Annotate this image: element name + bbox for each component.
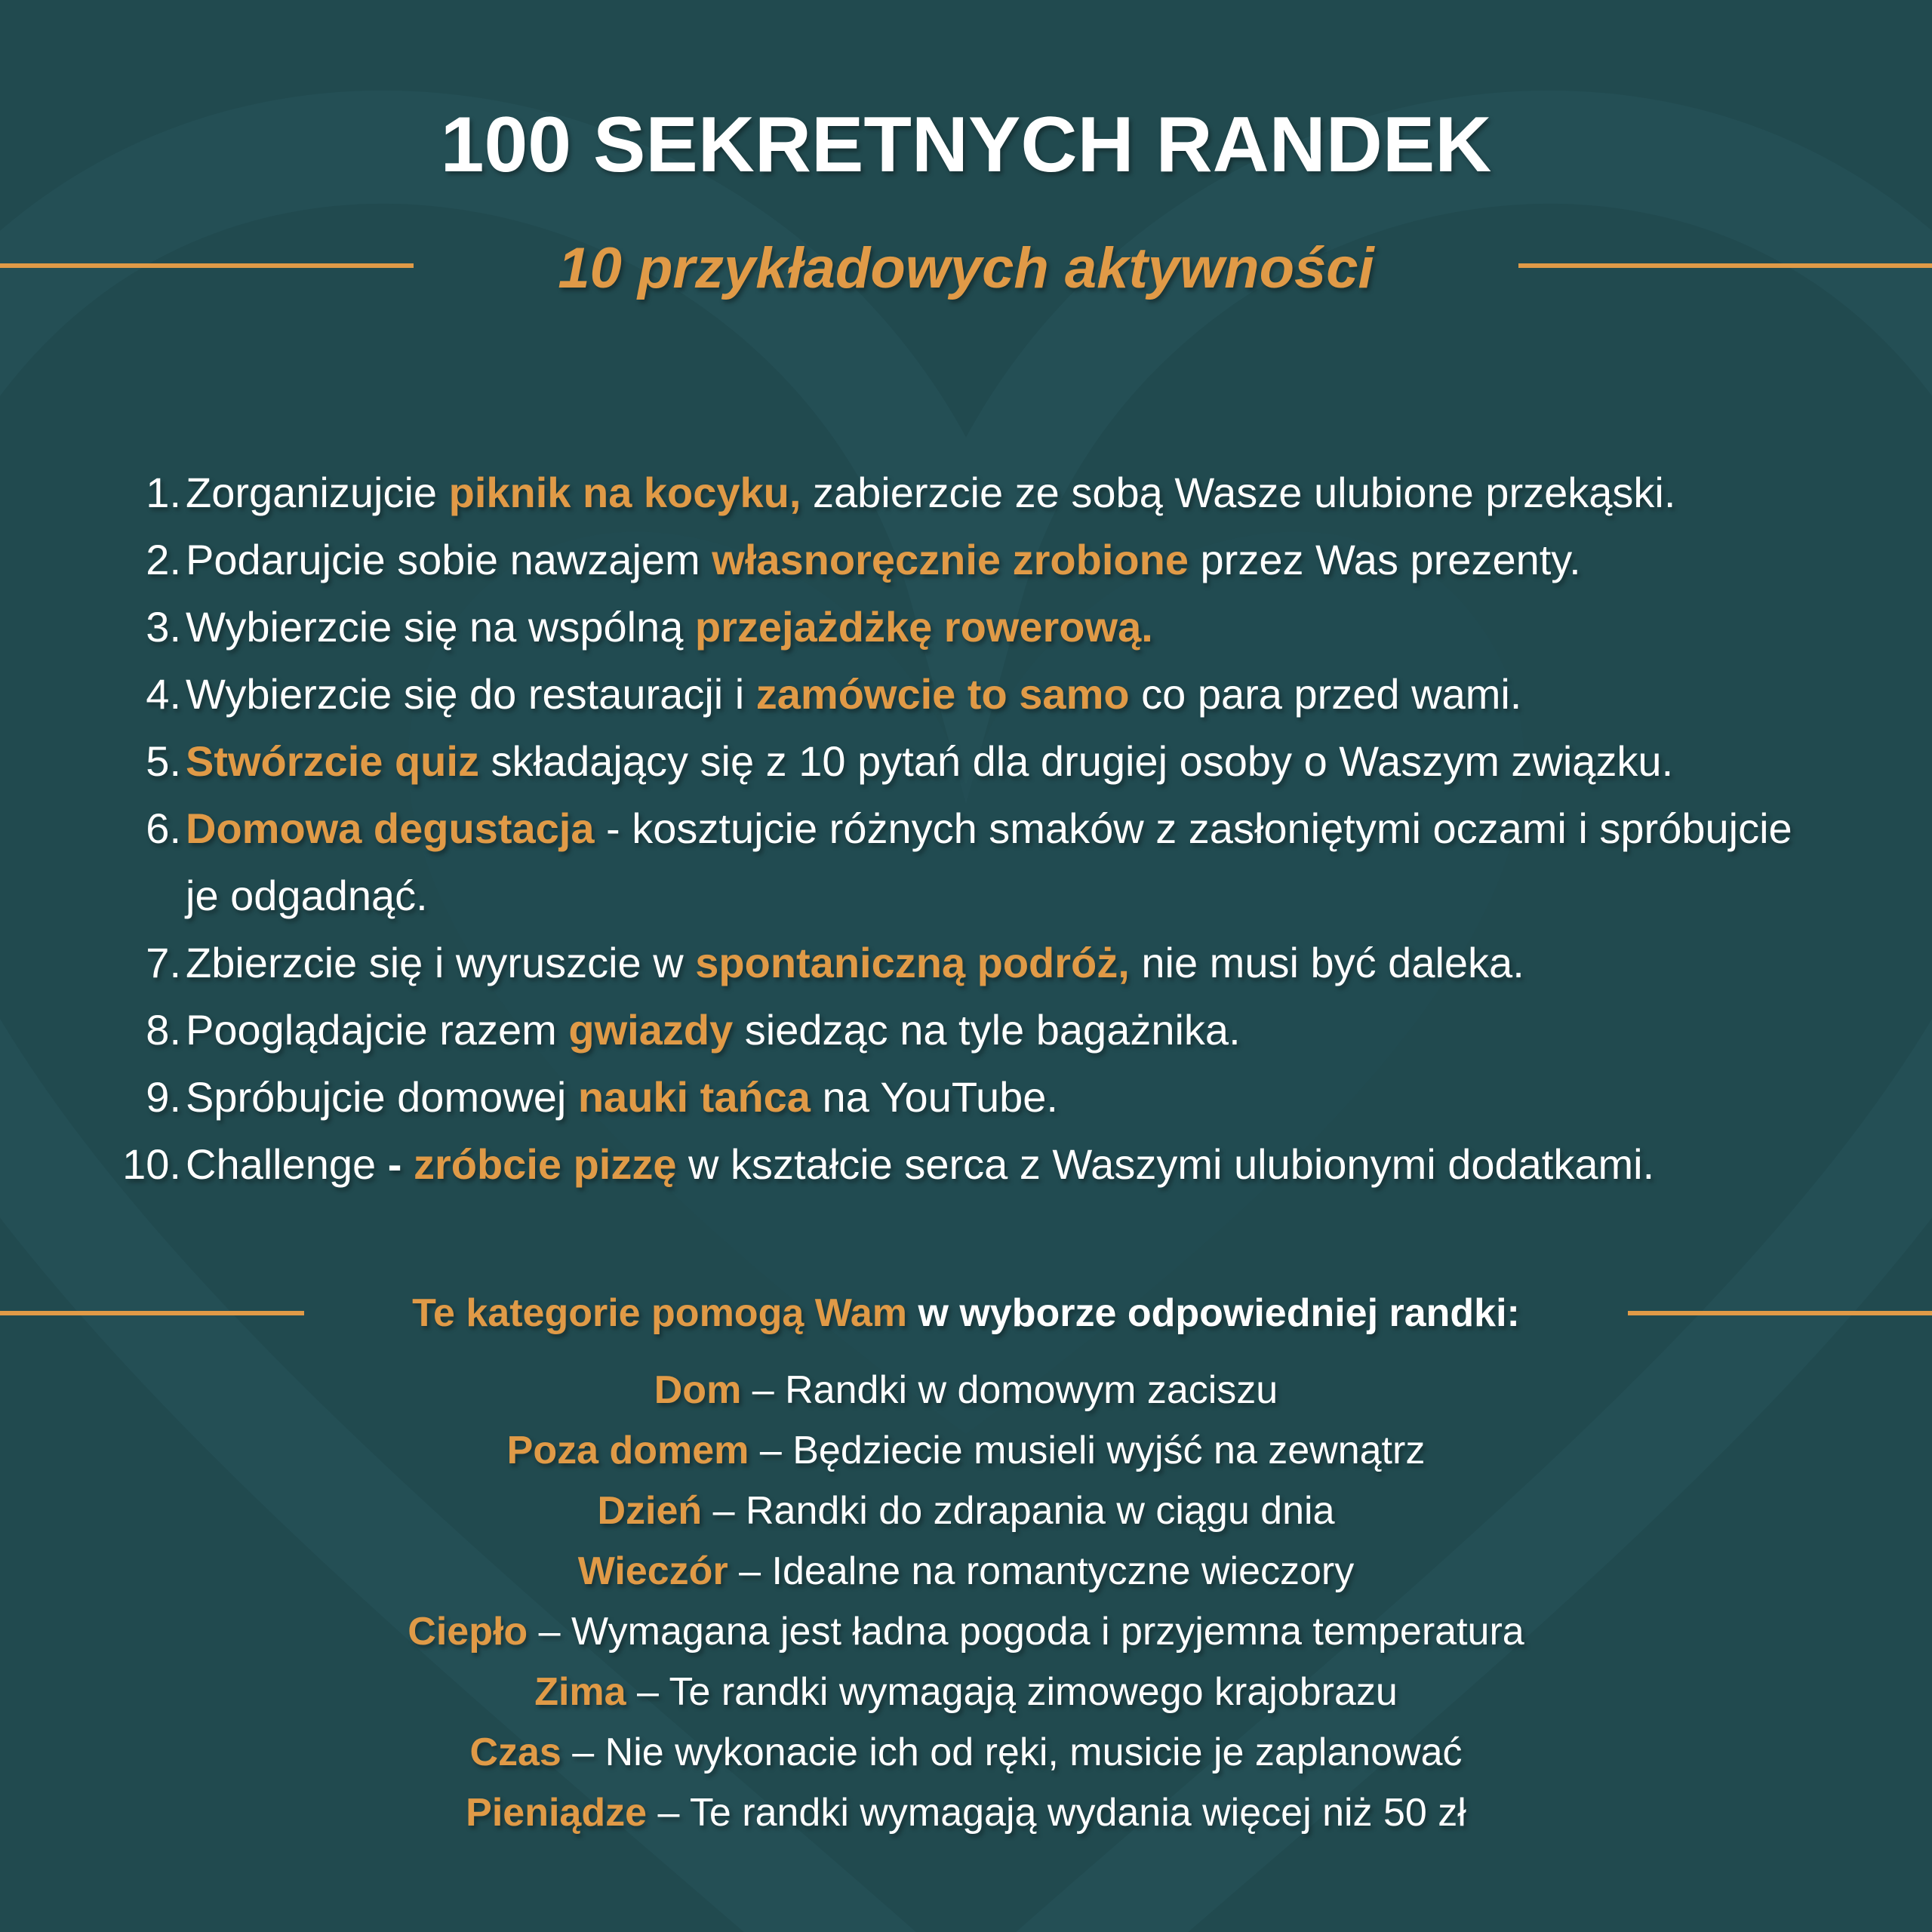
item-highlight: piknik na kocyku, [448,469,801,516]
list-item [0,526,1932,593]
item-highlight: spontaniczną podróż, [695,939,1130,986]
item-text: Wybierzcie się na wspólną przejażdżkę rowerową. [186,603,1153,651]
list-item [0,1131,1932,1198]
list-item [0,996,1932,1063]
item-number: 8. [146,1006,181,1054]
item-text: Zorganizujcie piknik na kocyku, zabierzcie ze sobą Wasze ulubione przekąski. [186,469,1676,516]
categories-list [0,1360,1932,1843]
category-item [0,1662,1932,1722]
item-highlight: Stwórzcie quiz [186,737,479,785]
item-number: 7. [146,939,181,986]
activities-list [0,459,1932,1198]
item-number: 3. [146,603,181,651]
item-highlight: przejażdżkę rowerową. [694,603,1153,651]
category-name: Dom [654,1368,742,1412]
item-highlight: Domowa degustacja [186,804,595,852]
category-desc: – Będziecie musieli wyjść na zewnątrz [749,1429,1426,1472]
category-name: Czas [469,1730,561,1774]
item-number: 4. [146,670,181,718]
item-text: Wybierzcie się do restauracji i zamówcie to samo co para przed wami. [186,670,1522,718]
category-name: Pieniądze [466,1791,648,1835]
category-item [0,1722,1932,1783]
category-name: Zima [534,1670,626,1714]
item-number: 9. [146,1073,181,1121]
categories-rule-right [1628,1311,1932,1315]
item-text: Podarujcie sobie nawzajem własnoręcznie zrobione przez Was prezenty. [186,536,1581,583]
item-text: Stwórzcie quiz składający się z 10 pytań dla drugiej osoby o Waszym związku. [186,737,1674,785]
item-number: 2. [146,536,181,583]
category-name: Dzień [597,1489,703,1533]
category-item [0,1420,1932,1481]
item-number: 1. [146,469,181,516]
item-highlight: nauki tańca [577,1073,811,1121]
item-text: Challenge - zróbcie pizzę w kształcie serca z Waszymi ulubionymi dodatkami. [186,1140,1655,1188]
item-text: Spróbujcie domowej nauki tańca na YouTube. [186,1073,1058,1121]
categories-header: Te kategorie pomogą Wam w wyborze odpowiedniej randki: [412,1291,1520,1335]
list-item [0,1063,1932,1131]
item-text: Domowa degustacja - kosztujcie różnych smaków z zasłoniętymi oczami i spróbujcie je odgadnąć. [186,804,1792,919]
category-desc: – Idealne na romantyczne wieczory [728,1549,1355,1593]
category-name: Ciepło [408,1610,528,1654]
item-text: Zbierzcie się i wyruszcie w spontaniczną podróż, nie musi być daleka. [186,939,1524,986]
item-highlight: zamówcie to samo [755,670,1130,718]
item-highlight: własnoręcznie zrobione [712,536,1189,583]
list-item [0,728,1932,795]
category-desc: – Te randki wymagają zimowego krajobrazu [626,1670,1398,1714]
item-number: 6. [146,804,181,852]
category-desc: – Randki do zdrapania w ciągu dnia [702,1489,1335,1533]
item-number: 10. [122,1140,181,1188]
item-highlight: gwiazdy [568,1006,734,1054]
list-item [0,795,1932,929]
page-title: 100 SEKRETNYCH RANDEK [440,101,1492,189]
category-item [0,1601,1932,1662]
item-number: 5. [146,737,181,785]
category-name: Wieczór [577,1549,728,1593]
category-item [0,1481,1932,1541]
list-item [0,593,1932,660]
item-highlight: zróbcie pizzę [401,1140,677,1188]
category-item [0,1783,1932,1843]
list-item [0,660,1932,728]
category-desc: – Nie wykonacie ich od ręki, musicie je zaplanować [561,1730,1463,1774]
page-subtitle: 10 przykładowych aktywności [558,236,1374,300]
category-desc: – Randki w domowym zaciszu [741,1368,1278,1412]
subtitle-rule-right [1518,263,1932,268]
category-desc: – Wymagana jest ładna pogoda i przyjemna temperatura [528,1610,1524,1654]
category-desc: – Te randki wymagają wydania więcej niż 50 zł [647,1791,1466,1835]
item-text: Pooglądajcie razem gwiazdy siedząc na tyle bagażnika. [186,1006,1241,1054]
category-item [0,1360,1932,1420]
list-item [0,459,1932,526]
category-item [0,1541,1932,1601]
category-name: Poza domem [506,1429,749,1472]
list-item [0,929,1932,996]
